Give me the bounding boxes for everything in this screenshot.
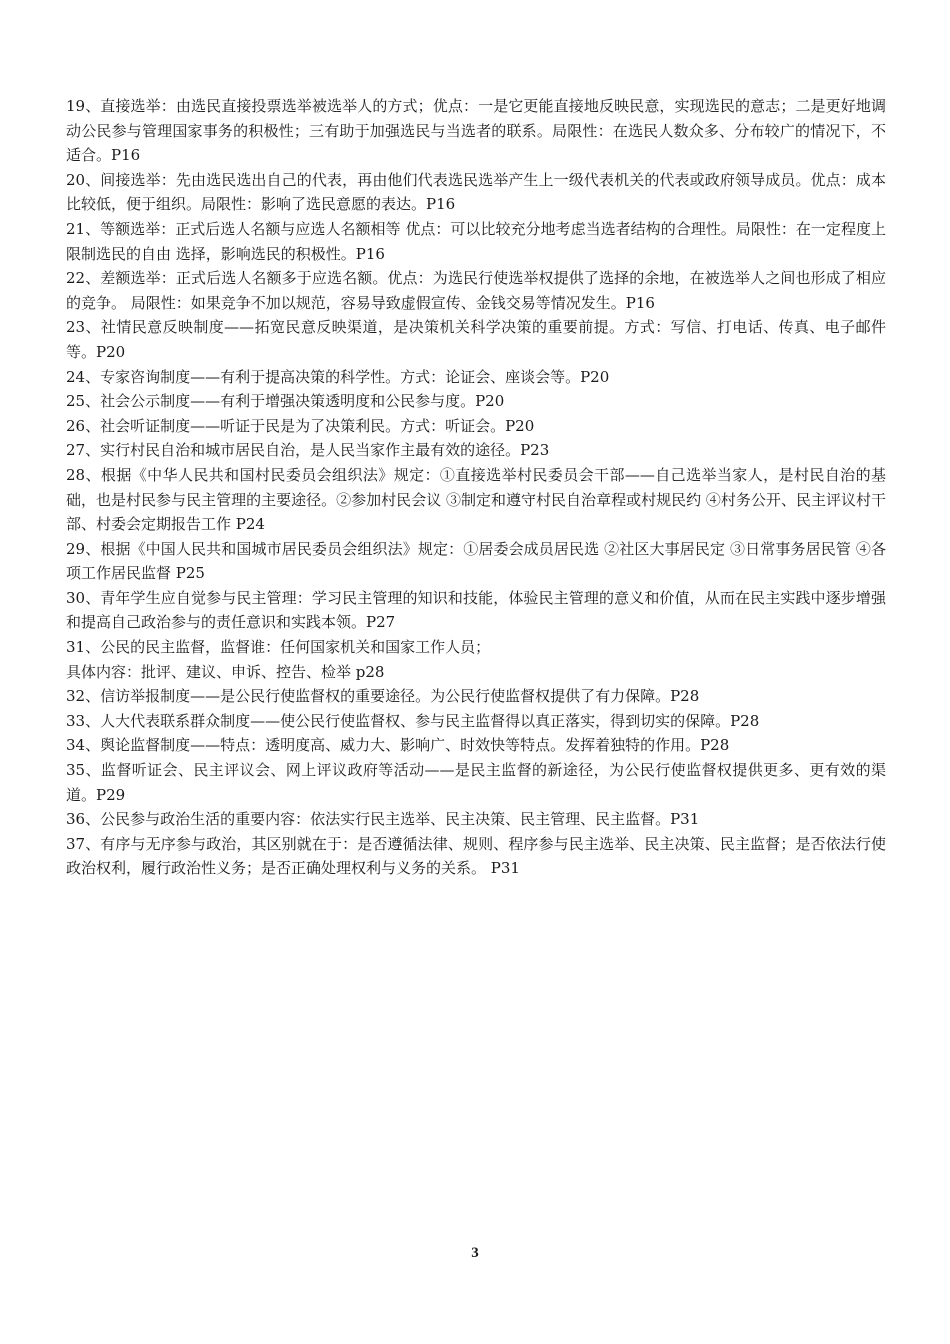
paragraph-32-petition-system: 32、信访举报制度——是公民行使监督权的重要途径。为公民行使监督权提供了有力保障。P28 (66, 687, 700, 706)
paragraph-31-democratic-supervision: 31、公民的民主监督，监督谁：任何国家机关和国家工作人员； (66, 638, 491, 657)
page-number: 3 (471, 1245, 479, 1261)
paragraph-35-supervision-hearings: 35、监督听证会、民主评议会、网上评议政府等活动——是民主监督的新途径，为公民行使监督权提供更多、更有效的渠道。P29 (66, 761, 886, 804)
paragraph-37-orderly-participation: 37、有序与无序参与政治，其区别就在于：是否遵循法律、规则、程序参与民主选举、民主决策、民主监督；是否依法行使政治权利，履行政治性义务；是否正确处理权利与义务的关系。 P31 (66, 834, 886, 878)
paragraph-24-expert-consultation: 24、专家咨询制度——有利于提高决策的科学性。方式：论证会、座谈会等。P20 (66, 367, 610, 386)
paragraph-36-political-participation: 36、公民参与政治生活的重要内容：依法实行民主选举、民主决策、民主管理、民主监督。P31 (66, 810, 700, 829)
paragraph-20-indirect-election: 20、间接选举：先由选民选出自己的代表，再由他们代表选民选举产生上一级代表机关的代表或政府领导成员。优点：成本比较低，便于组织。局限性：影响了选民意愿的表达。P16 (66, 170, 886, 214)
paragraph-27-village-autonomy: 27、实行村民自治和城市居民自治，是人民当家作主最有效的途径。P23 (66, 441, 550, 460)
paragraph-26-public-hearing: 26、社会听证制度——听证于民是为了决策利民。方式：听证会。P20 (66, 416, 535, 435)
paragraph-33-deputy-contact-system: 33、人大代表联系群众制度——使公民行使监督权、参与民主监督得以真正落实，得到切实的保障。P28 (66, 711, 760, 730)
paragraph-19-direct-election: 19、直接选举：由选民直接投票选举被选举人的方式；优点：一是它更能直接地反映民意，实现选民的意志；二是更好地调动公民参与管理国家事务的积极性；三有助于加强选民与当选者的联系。局限性：在选民人数众多、分布较广的情况下，不适合。P16 (66, 97, 886, 165)
paragraph-21-equal-election: 21、等额选举：正式后选人名额与应选人名额相等 优点：可以比较充分地考虑当选者结构的合理性。局限性：在一定程度上限制选民的自由 选择，影响选民的积极性。P16 (66, 219, 886, 263)
paragraph-23-public-opinion-system: 23、社情民意反映制度——拓宽民意反映渠道，是决策机关科学决策的重要前提。方式：写信、打电话、传真、电子邮件等。P20 (66, 318, 886, 361)
paragraph-31-supervision-contents: 具体内容：批评、建议、申诉、控告、检举 p28 (66, 662, 385, 681)
paragraph-28-village-committee-law: 28、根据《中华人民共和国村民委员会组织法》规定：①直接选举村民委员会干部——自己选举当家人，是村民自治的基础，也是村民参与民主管理的主要途径。②参加村民会议 ③制定和遵守村民自治章程或村规民约 ④村务公开、民主评议村干部、村委会定期报告工作 P24 (66, 465, 886, 534)
paragraph-22-competitive-election: 22、差额选举：正式后选人名额多于应选名额。优点：为选民行使选举权提供了选择的余地，在被选举人之间也形成了相应的竞争。 局限性：如果竞争不加以规范，容易导致虚假宣传、金钱交易等情况发生。P16 (66, 269, 886, 312)
paragraph-29-resident-committee-law: 29、根据《中国人民共和国城市居民委员会组织法》规定：①居委会成员居民选 ②社区大事居民定 ③日常事务居民管 ④各项工作居民监督 P25 (66, 539, 886, 583)
paragraph-34-media-supervision: 34、舆论监督制度——特点：透明度高、威力大、影响广、时效快等特点。发挥着独特的作用。P28 (66, 736, 730, 755)
paragraph-25-public-notice: 25、社会公示制度——有利于增强决策透明度和公民参与度。P20 (66, 392, 505, 411)
document-body (66, 94, 886, 881)
paragraph-30-student-participation: 30、青年学生应自觉参与民主管理：学习民主管理的知识和技能，体验民主管理的意义和价值，从而在民主实践中逐步增强和提高自己政治参与的责任意识和实践本领。P27 (66, 588, 886, 632)
